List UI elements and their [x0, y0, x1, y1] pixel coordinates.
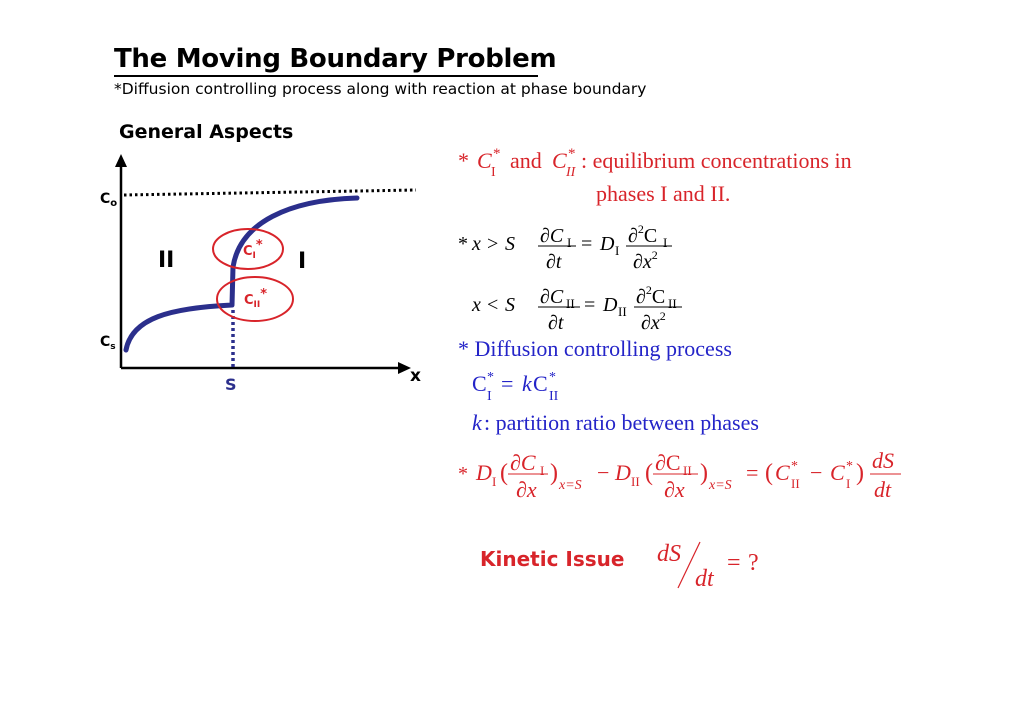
svg-text:*: * — [493, 146, 501, 162]
concentration-profile-diagram — [90, 150, 430, 400]
svg-text:k: k — [522, 371, 532, 396]
svg-text:∂x2: $\partial x^2$ — [641, 309, 666, 334]
svg-text:dS: dS — [872, 448, 894, 473]
phase-i-label: I — [298, 249, 307, 274]
svg-text:dS: dS — [657, 541, 681, 567]
svg-text:I: I — [491, 165, 496, 180]
bubble-top-label: $C_I*$ — [243, 238, 263, 261]
svg-text:?: ? — [748, 550, 759, 576]
svg-text:D: D — [615, 460, 631, 485]
svg-text:C: C — [472, 371, 487, 396]
flux-balance-equation — [458, 448, 901, 502]
svg-text:−: − — [810, 460, 823, 485]
svg-text:I: I — [846, 476, 851, 491]
y-axis-arrow — [115, 154, 127, 167]
svg-text:II: II — [683, 463, 692, 478]
svg-text:∂x2: $\partial x^2$ — [633, 248, 658, 273]
svg-text:C: C — [477, 148, 492, 173]
svg-text:∂C: ∂C — [540, 286, 564, 308]
svg-text:II: II — [668, 296, 677, 311]
svg-text:(: ( — [500, 460, 508, 486]
svg-text:C: C — [775, 460, 790, 485]
diffusion-controlling-note — [458, 336, 759, 435]
svg-text:>: > — [487, 233, 499, 255]
equilibrium-note — [458, 146, 852, 206]
svg-text:(: ( — [645, 460, 653, 486]
svg-text:: partition ratio between phas: : partition ratio between phases — [484, 410, 759, 435]
svg-text:I: I — [567, 235, 572, 250]
equation-x-greater-s — [458, 222, 672, 273]
bubble-bottom-label: $C_{II}*$ — [244, 287, 268, 310]
svg-text:=: = — [584, 294, 596, 316]
svg-text:∂C: ∂C — [540, 225, 564, 247]
svg-text:*: * — [458, 463, 468, 485]
svg-text:II: II — [566, 296, 575, 311]
svg-text:−: − — [597, 460, 610, 485]
svg-text:∂2C: ∂$^2$C — [628, 222, 658, 247]
section-heading: General Aspects — [119, 121, 294, 143]
cs-label: $C_s$ — [100, 334, 116, 352]
svg-text:* Diffusion controlling proces: * Diffusion controlling process — [458, 336, 732, 361]
svg-text:x: x — [472, 233, 481, 255]
co-label: $C_o$ — [100, 191, 118, 209]
svg-text:II: II — [549, 389, 559, 404]
svg-text:*: * — [487, 370, 494, 385]
equations-panel — [450, 135, 920, 605]
svg-text:: equilibrium concentrations i: : equilibrium concentrations in — [581, 148, 852, 173]
svg-text:∂x: ∂x — [664, 477, 685, 502]
svg-text:phases I and II.: phases I and II. — [596, 181, 731, 206]
svg-text:dt: dt — [874, 477, 892, 502]
svg-text:and: and — [510, 148, 542, 173]
svg-text:=: = — [581, 233, 593, 255]
svg-text:=: = — [501, 371, 514, 396]
slide-title: The Moving Boundary Problem — [114, 44, 538, 77]
svg-text:D: D — [603, 294, 618, 316]
svg-text:*: * — [458, 233, 468, 255]
svg-text:): ) — [700, 460, 708, 486]
svg-text:I: I — [487, 389, 492, 404]
co-dotted-line — [124, 190, 416, 195]
kinetic-issue-formula — [657, 541, 759, 592]
svg-text:*: * — [549, 370, 556, 385]
kinetic-issue-label: Kinetic Issue — [480, 547, 625, 571]
svg-text:C: C — [533, 371, 548, 396]
svg-text:∂t: ∂t — [548, 312, 564, 334]
svg-text:I: I — [492, 474, 497, 489]
svg-text:C: C — [552, 148, 567, 173]
svg-text:x=S: x=S — [709, 478, 732, 493]
svg-text:∂C: ∂C — [655, 450, 681, 475]
svg-text:∂2C: ∂$^2$C — [636, 283, 666, 308]
svg-text:II: II — [791, 476, 800, 491]
equation-x-less-s — [471, 283, 682, 334]
svg-text:): ) — [550, 460, 558, 486]
svg-text:II: II — [566, 165, 576, 180]
svg-text:I: I — [540, 463, 545, 478]
svg-text:D: D — [600, 233, 615, 255]
svg-text:S: S — [505, 233, 515, 255]
svg-text:I: I — [663, 235, 668, 250]
svg-text:x: x — [472, 294, 481, 316]
svg-text:∂t: ∂t — [546, 251, 562, 273]
svg-text:II: II — [631, 474, 640, 489]
phase-ii-label: II — [158, 248, 175, 273]
svg-text:*: * — [568, 146, 576, 162]
svg-text:<: < — [487, 294, 499, 316]
svg-text:I: I — [615, 243, 620, 258]
svg-text:=: = — [727, 550, 741, 576]
svg-text:*: * — [791, 459, 798, 474]
svg-text:x=S: x=S — [559, 478, 582, 493]
svg-text:(: ( — [765, 460, 773, 486]
svg-text:): ) — [856, 460, 864, 486]
svg-text:*: * — [458, 148, 469, 173]
slide-subtitle: *Diffusion controlling process along with reaction at phase boundary — [114, 80, 647, 98]
svg-text:C: C — [830, 460, 845, 485]
svg-text:S: S — [505, 294, 515, 316]
x-label: x — [410, 366, 421, 386]
svg-text:II: II — [618, 304, 627, 319]
svg-text:k: k — [472, 410, 482, 435]
svg-text:∂C: ∂C — [510, 450, 536, 475]
svg-text:D: D — [476, 460, 492, 485]
svg-text:∂x: ∂x — [516, 477, 537, 502]
cii-star-ellipse — [217, 277, 293, 321]
svg-text:dt: dt — [695, 566, 714, 592]
concentration-curve — [126, 198, 357, 350]
svg-text:*: * — [846, 459, 853, 474]
svg-text:=: = — [746, 460, 759, 485]
s-label: S — [225, 375, 237, 394]
